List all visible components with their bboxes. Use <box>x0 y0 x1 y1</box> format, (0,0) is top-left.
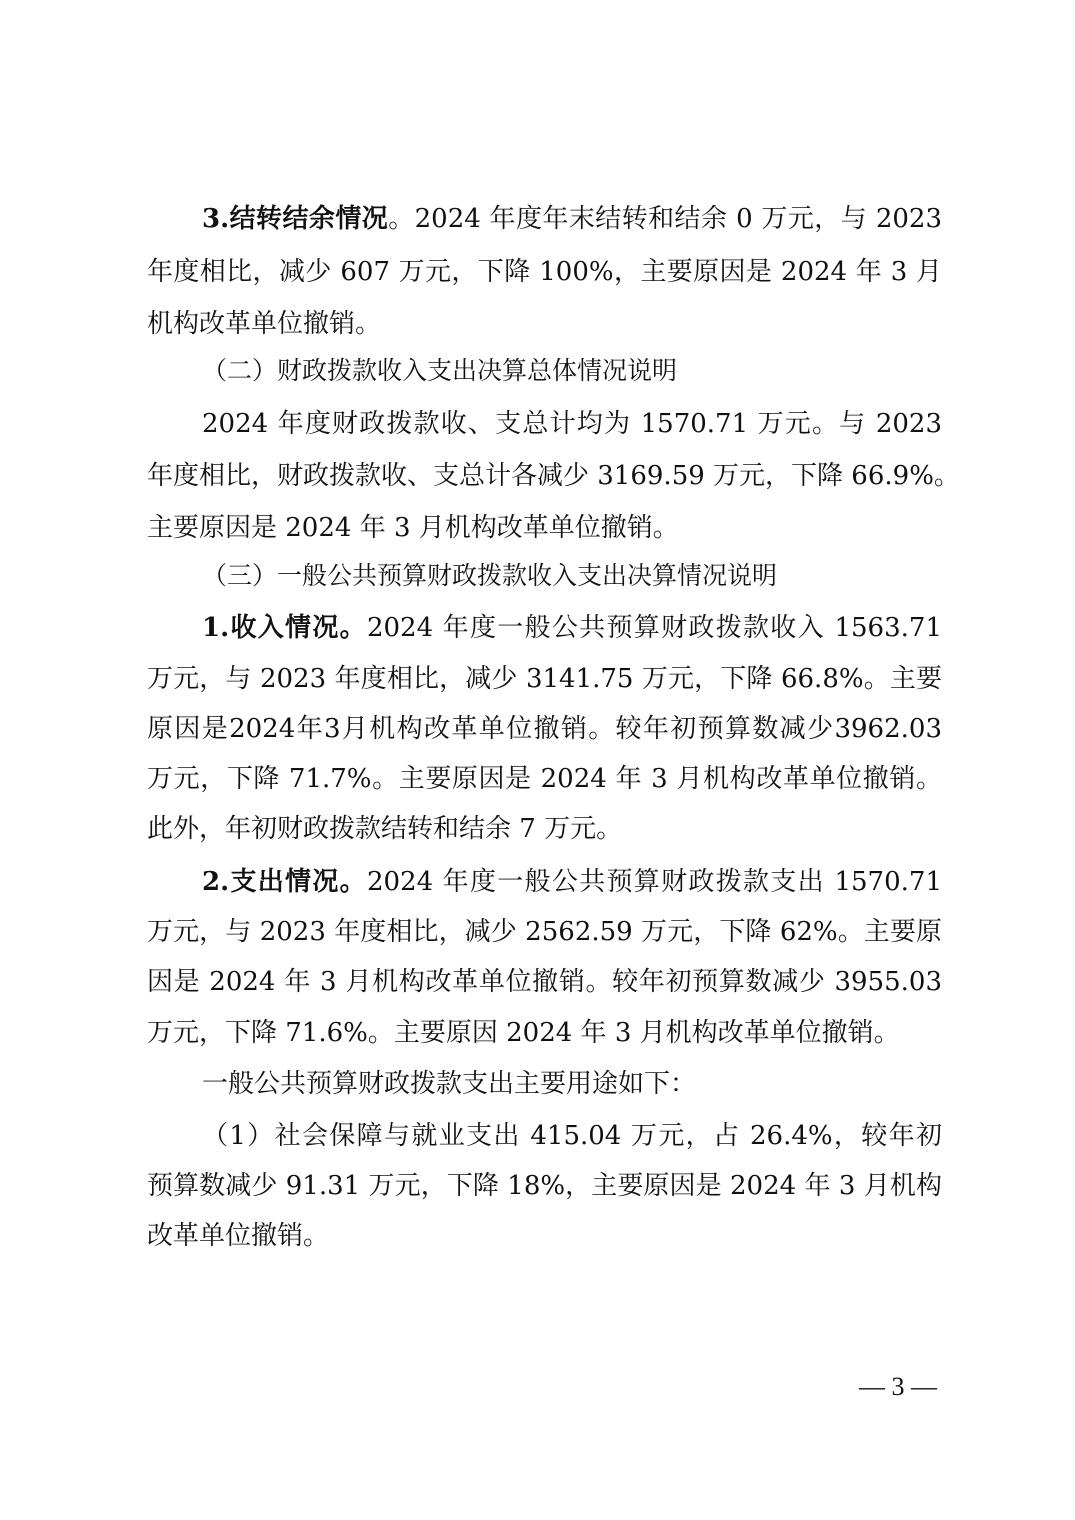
p4-line-4: 万元，下降 71.6%。主要原因 2024 年 3 月机构改革单位撤销。 <box>147 1018 900 1048</box>
p6-line-2: 预算数减少 91.31 万元，下降 18%，主要原因是 2024 年 3 月机构 <box>147 1171 942 1201</box>
p3-line-1 <box>147 610 942 646</box>
p6-line-3: 改革单位撤销。 <box>147 1221 330 1251</box>
p4-line-2: 万元，与 2023 年度相比，减少 2562.59 万元，下降 62%。主要原 <box>147 917 942 947</box>
p3-line-4: 万元，下降 71.7%。主要原因是 2024 年 3 月机构改革单位撤销。 <box>147 764 942 794</box>
p6-line-1: （1）社会保障与就业支出 415.04 万元，占 26.4%，较年初 <box>202 1121 942 1151</box>
p4-line-3: 因是 2024 年 3 月机构改革单位撤销。较年初预算数减少 3955.03 <box>147 967 942 997</box>
section-heading-3: （三）一般公共预算财政拨款收入支出决算情况说明 <box>202 561 778 590</box>
p4-line-1 <box>147 864 942 900</box>
section-heading-2: （二）财政拨款收入支出决算总体情况说明 <box>202 356 678 385</box>
p3-line-2: 万元，与 2023 年度相比，减少 3141.75 万元，下降 66.8%。主要 <box>147 664 942 694</box>
p3-line-3: 原因是2024年3月机构改革单位撤销。较年初预算数减少3962.03 <box>147 714 942 744</box>
p4-title: 2.支出情况。 <box>202 867 367 897</box>
p1-line-2: 年度相比，减少 607 万元，下降 100%，主要原因是 2024 年 3 月 <box>147 257 942 287</box>
p1-line-1-text: 。2024 年度年末结转和结余 0 万元，与 2023 <box>388 204 942 234</box>
p1-line-3: 机构改革单位撤销。 <box>147 309 382 339</box>
p4-line-1-text: 2024 年度一般公共预算财政拨款支出 1570.71 <box>366 867 942 897</box>
p1-title: 3.结转结余情况 <box>202 204 389 234</box>
p3-line-5: 此外，年初财政拨款结转和结余 7 万元。 <box>147 814 623 844</box>
page-number: — 3 — <box>859 1372 937 1401</box>
p2-line-3: 主要原因是 2024 年 3 月机构改革单位撤销。 <box>147 513 679 543</box>
p5-line-1: 一般公共预算财政拨款支出主要用途如下： <box>202 1069 697 1099</box>
p2-line-2: 年度相比，财政拨款收、支总计各减少 3169.59 万元，下降 66.9%。 <box>147 461 960 491</box>
p2-line-1: 2024 年度财政拨款收、支总计均为 1570.71 万元。与 2023 <box>202 409 942 439</box>
p3-title: 1.收入情况。 <box>202 613 367 643</box>
p1-line-1 <box>147 201 942 237</box>
p3-line-1-text: 2024 年度一般公共预算财政拨款收入 1563.71 <box>366 613 942 643</box>
